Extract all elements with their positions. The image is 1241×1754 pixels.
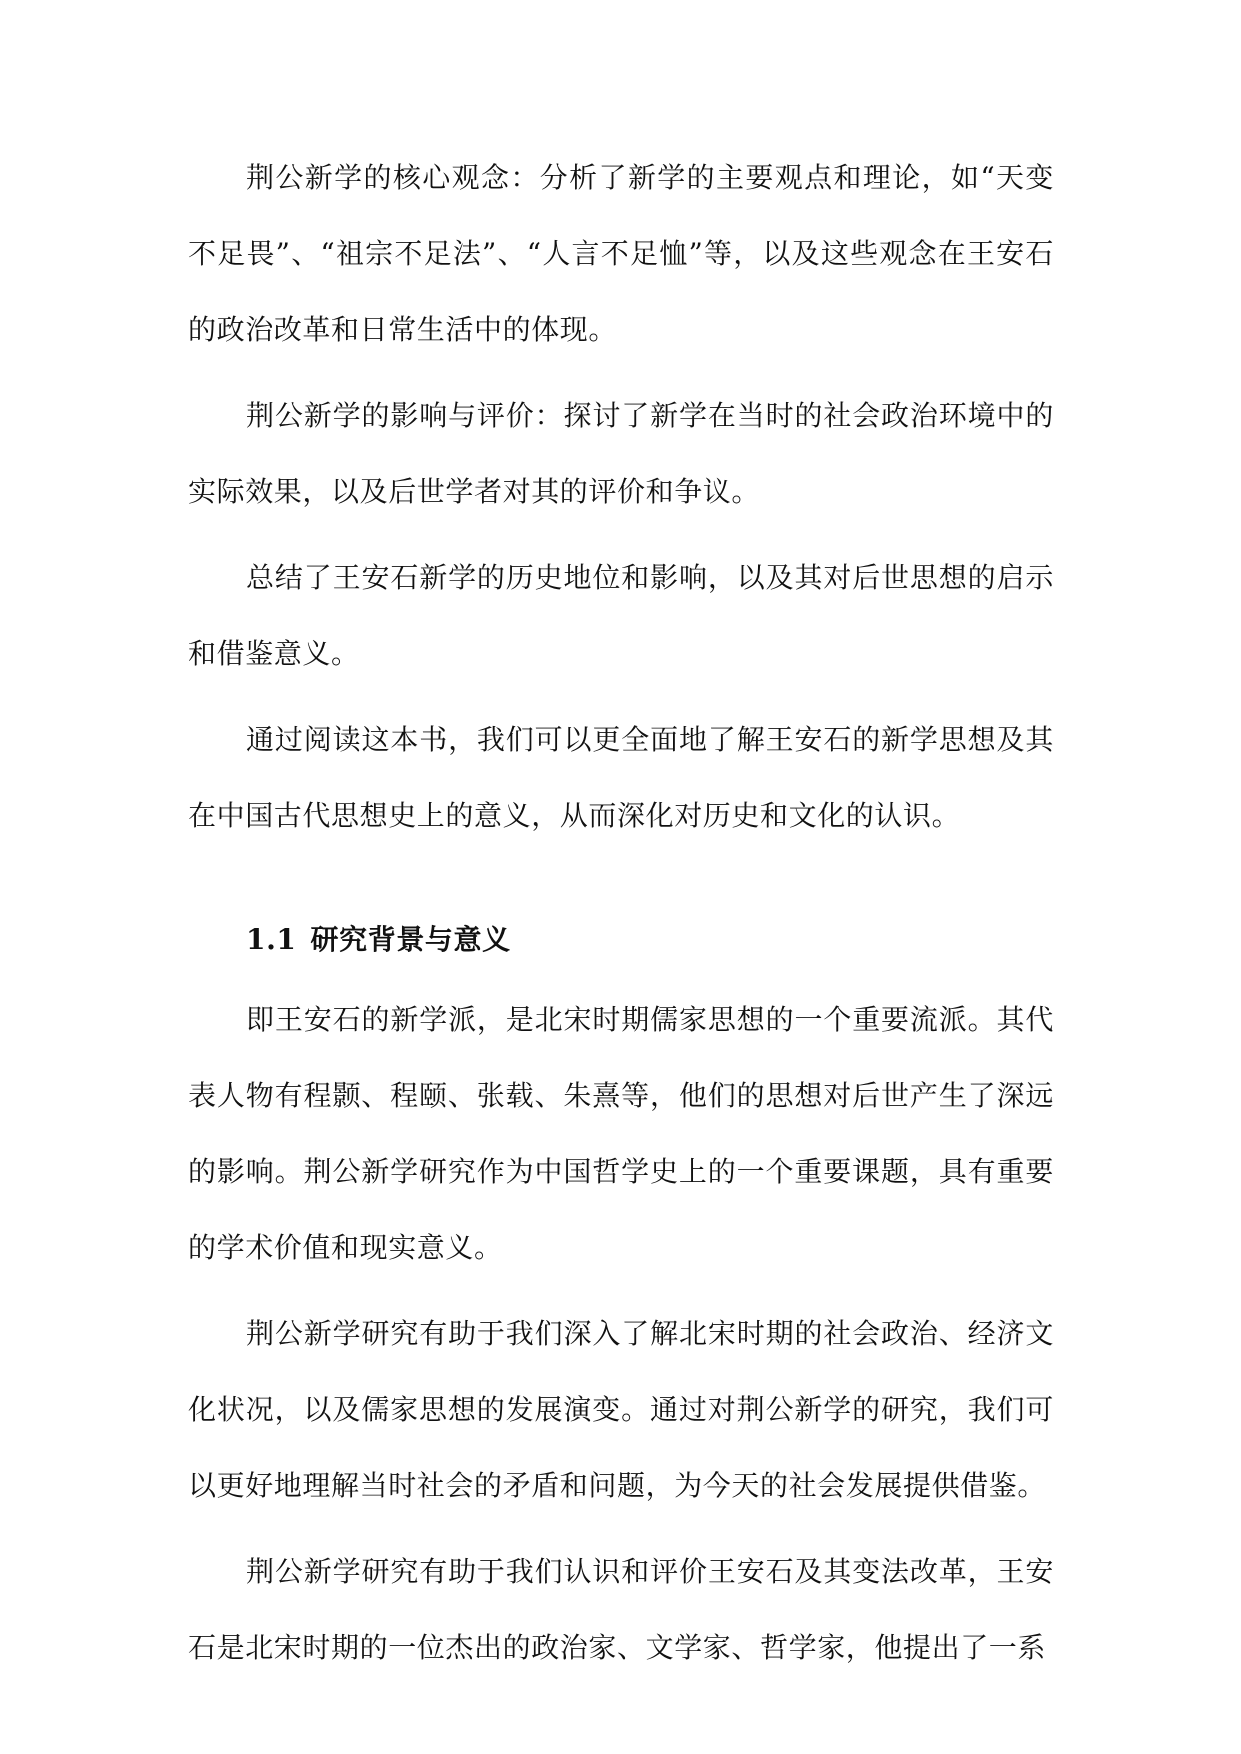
section-heading (188, 902, 1054, 978)
paragraph: 荆公新学的影响与评价：探讨了新学在当时的社会政治环境中的实际效果，以及后世学者对其的评价和争议。 (188, 399, 1054, 508)
paragraph: 即王安石的新学派，是北宋时期儒家思想的一个重要流派。其代表人物有程颢、程颐、张载、朱熹等，他们的思想对后世产生了深远的影响。荆公新学研究作为中国哲学史上的一个重要课题，具有重要的学术价值和现实意义。 (188, 1003, 1054, 1264)
section-title: 研究背景与意义 (310, 923, 511, 956)
paragraph: 总结了王安石新学的历史地位和影响，以及其对后世思想的启示和借鉴意义。 (188, 561, 1054, 670)
paragraph: 荆公新学研究有助于我们深入了解北宋时期的社会政治、经济文化状况，以及儒家思想的发展演变。通过对荆公新学的研究，我们可以更好地理解当时社会的矛盾和问题，为今天的社会发展提供借鉴。 (188, 1317, 1054, 1502)
paragraph: 荆公新学研究有助于我们认识和评价王安石及其变法改革，王安石是北宋时期的一位杰出的政治家、文学家、哲学家，他提出了一系 (188, 1555, 1054, 1664)
document-body (188, 140, 1054, 1696)
paragraph: 荆公新学的核心观念：分析了新学的主要观点和理论，如“天变不足畏”、“祖宗不足法”、“人言不足恤”等，以及这些观念在王安石的政治改革和日常生活中的体现。 (188, 161, 1054, 346)
paragraph: 通过阅读这本书，我们可以更全面地了解王安石的新学思想及其在中国古代思想史上的意义，从而深化对历史和文化的认识。 (188, 723, 1054, 832)
section-number: 1.1 (246, 923, 297, 956)
